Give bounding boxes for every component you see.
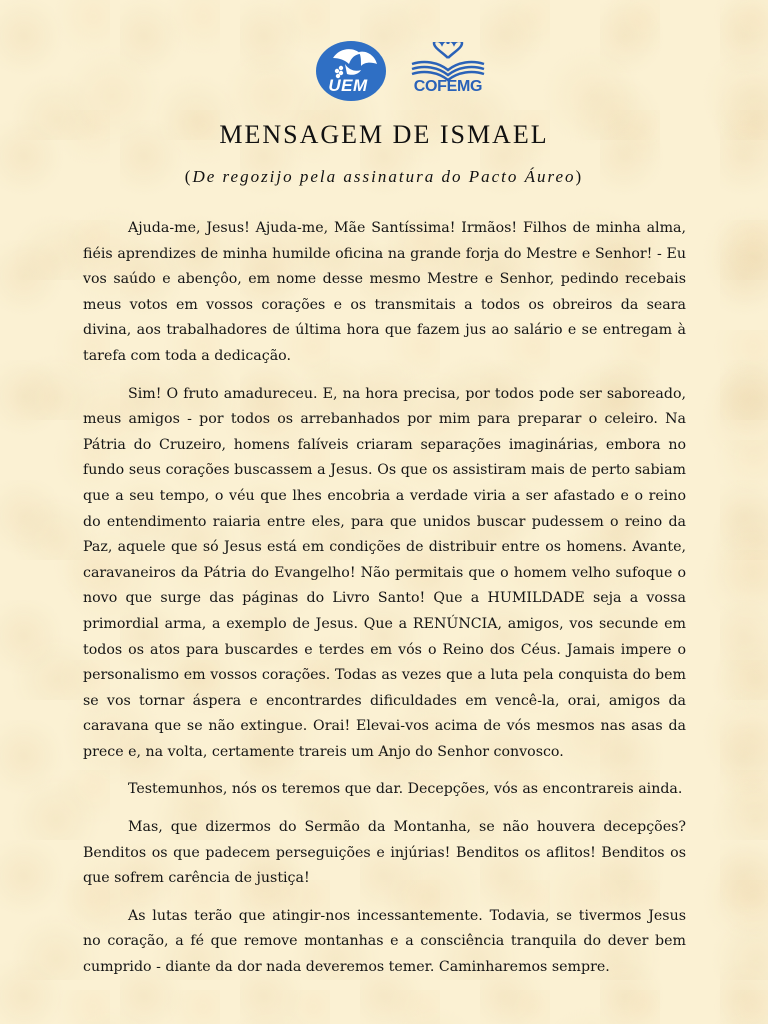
subtitle-text: De regozijo pela assinatura do Pacto Áureo: [192, 167, 576, 186]
header-logos: [0, 40, 768, 102]
subtitle-close-paren: ): [575, 167, 584, 186]
cofemg-logo-text: COFEMG: [413, 78, 483, 95]
heart-book-icon: [406, 42, 490, 82]
subtitle-open-paren: (: [184, 167, 193, 186]
paragraph-2: Sim! O fruto amadureceu. E, na hora precisa, por todos pode ser saboreado, meus amigos - por todos os arrebanhados por mim para preparar o celeiro. Na Pátria do Cruzeiro, homens falíveis criaram separações imaginárias, embora no fundo seus corações buscassem a Jesus. Os que os assistiram mais de perto sabiam que a seu tempo, o véu que lhes encobria a verdade viria a ser afastado e o reino do entendimento raiaria entre eles, para que unidos buscar pudessem o reino da Paz, aquele que só Jesus está em condições de distribuir entre os homens. Avante, caravaneiros da Pátria do Evangelho! Não permitais que o homem velho sufoque o novo que surge das páginas do Livro Santo! Que a HUMILDADE seja a vossa primordial arma, a exemplo de Jesus. Que a RENÚNCIA, amigos, vos secunde em todos os atos para buscardes e terdes em vós o Reino dos Céus. Jamais impere o personalismo em vossos corações. Todas as vezes que a luta pela conquista do bem se vos tornar áspera e encontrardes dificuldades em vencê-la, orai, amigos da caravana que se não extingue. Orai! Elevai-vos acima de vós mesmos nas asas da prece e, na volta, certamente trareis um Anjo do Senhor convosco.: [83, 385, 686, 760]
paragraph-3: Testemunhos, nós os teremos que dar. Decepções, vós as encontrareis ainda.: [128, 781, 683, 798]
message-body: [83, 216, 686, 993]
uem-logo-text: UEM: [328, 76, 368, 95]
paragraph-1: Ajuda-me, Jesus! Ajuda-me, Mãe Santíssima! Irmãos! Filhos de minha alma, fiéis aprendizes de minha humilde oficina na grande forja do Mestre e Senhor! - Eu vos saúdo e abençôo, em nome desse mesmo Mestre e Senhor, pedindo recebais meus votos em vossos corações e os transmitais a todos os obreiros da seara divina, aos trabalhadores de última hora que fazem jus ao salário e se entregam à tarefa com toda a dedicação.: [83, 220, 686, 364]
uem-logo: [315, 40, 387, 102]
page-subtitle: [0, 167, 768, 187]
paragraph-4: Mas, que dizermos do Sermão da Montanha, se não houvera decepções? Benditos os que padecem perseguições e injúrias! Benditos os aflitos! Benditos os que sofrem carência de justiça!: [83, 819, 686, 887]
page-title: MENSAGEM DE ISMAEL: [219, 120, 549, 149]
cofemg-logo: [406, 42, 490, 100]
paragraph-5: As lutas terão que atingir-nos incessantemente. Todavia, se tivermos Jesus no coração, a fé que remove montanhas e a consciência tranquila do dever bem cumprido - diante da dor nada deveremos temer. Caminharemos sempre.: [83, 907, 686, 976]
